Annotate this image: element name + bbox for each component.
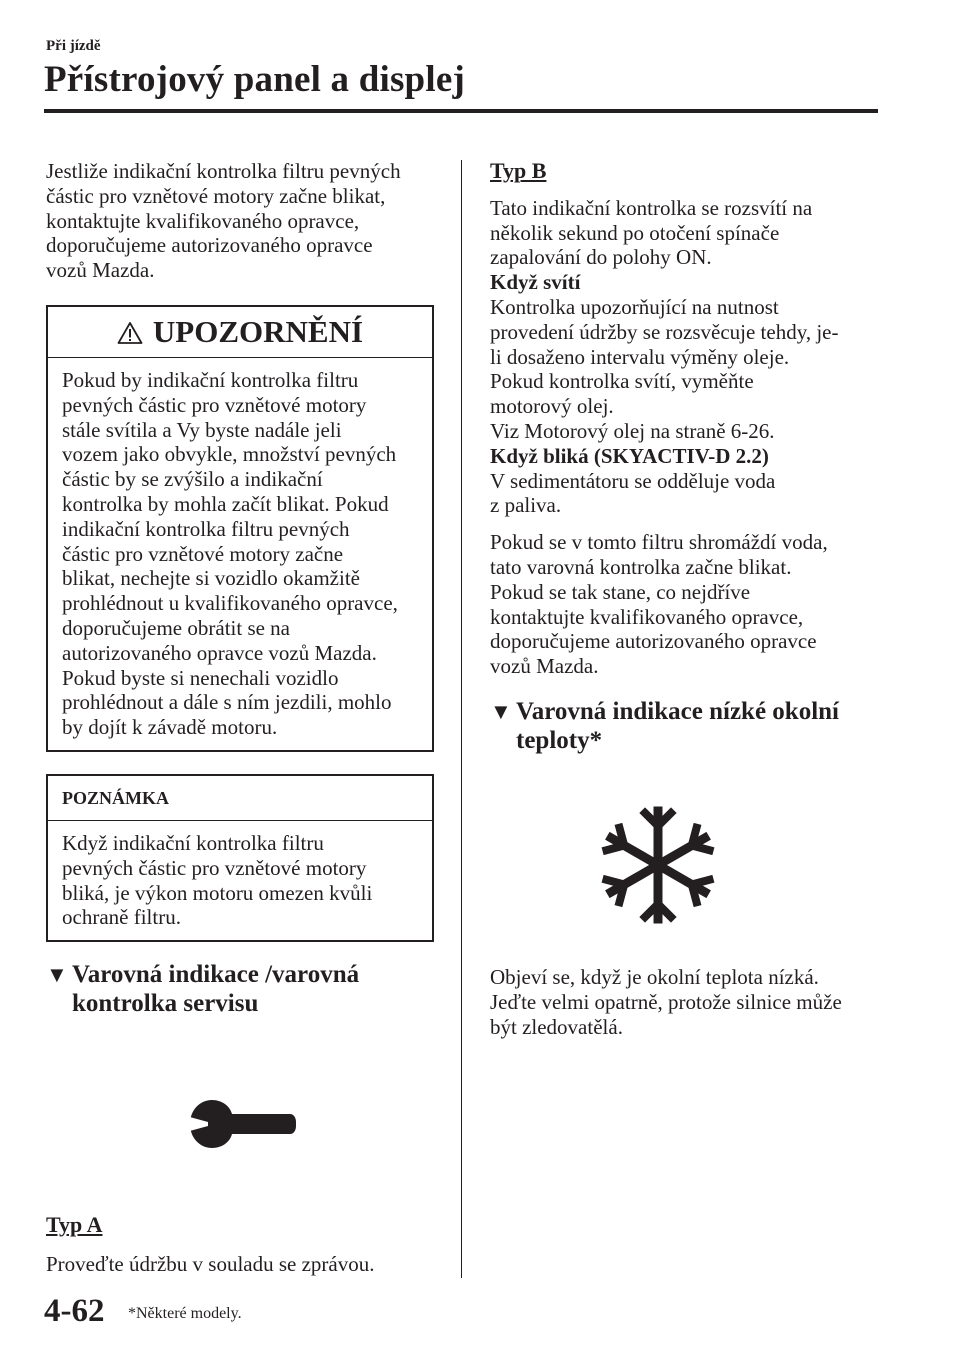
section-label: Při jízdě xyxy=(46,38,101,54)
type-a-label: Typ A xyxy=(46,1212,103,1238)
type-a-text: Proveďte údržbu v souladu se zprávou. xyxy=(46,1251,375,1276)
page-number: 4-62 xyxy=(44,1293,105,1329)
temperature-heading-text: Varovná indikace nízké okolní teploty* xyxy=(516,697,839,754)
right-column xyxy=(490,159,885,1039)
type-b-label: Typ B xyxy=(490,158,547,183)
blink-text-2: Pokud se v tomto filtru shromáždí voda, tato varovná kontrolka začne blikat. Pokud se tak stane, co nejdříve kontaktujte kvalifikovaného opravce, doporučujeme autorizovaného opravce vozů Mazda. xyxy=(490,530,828,679)
lit-heading: Když svítí xyxy=(490,270,581,295)
caution-title: UPOZORNĚNÍ xyxy=(152,313,364,349)
blink-text: V sedimentátoru se odděluje voda z paliva. xyxy=(490,468,776,518)
title-rule xyxy=(44,109,878,113)
note-body: Když indikační kontrolka filtru pevných částic pro vznětové motory bliká, je výkon motoru omezen kvůli ochraně filtru. xyxy=(62,830,373,930)
lit-text: Kontrolka upozorňující na nutnost provedení údržby se rozsvěcuje tehdy, je- li dosaženo intervalu výměny oleje. Pokud kontrolka svítí, vyměňte motorový olej. Viz Motorový olej na straně 6-26. xyxy=(490,294,839,443)
snowflake-icon xyxy=(598,805,718,925)
wrench-figure xyxy=(46,1018,434,1213)
triangle-marker: ▼ xyxy=(46,962,68,988)
caution-header xyxy=(48,307,432,358)
wrench-icon xyxy=(186,1096,298,1152)
caution-body: Pokud by indikační kontrolka filtru pevných částic pro vznětové motory stále svítila a Vy byste nadále jeli vozem jako obvykle, množství pevných částic by se zvýšilo a indikační kontrolka by mohla začít blikat. Pokud indikační kontrolka filtru pevných částic pro vznětové motory začne blikat, nechejte si vozidlo okamžitě prohlédnout u kvalifikovaného opravce, doporučujeme obrátit se na autorizovaného opravce vozů Mazda. Pokud byste si nenechali vozidlo prohlédnout a dále s ním jezdili, mohlo by dojít k závadě motoru. xyxy=(62,367,398,740)
service-heading xyxy=(46,960,434,1018)
warning-triangle-icon xyxy=(117,310,143,360)
temperature-text: Objeví se, když je okolní teplota nízká. Jeďte velmi opatrně, protože silnice může být zledovatělá. xyxy=(490,964,842,1039)
footnote: *Některé modely. xyxy=(128,1305,242,1322)
column-divider xyxy=(461,160,462,1278)
snowflake-figure xyxy=(490,755,885,965)
service-heading-text: Varovná indikace /varovná kontrolka servisu xyxy=(72,961,360,1018)
note-box xyxy=(46,774,434,942)
note-header: POZNÁMKA xyxy=(48,776,432,821)
type-b-text: Tato indikační kontrolka se rozsvítí na několik sekund po otočení spínače zapalování do polohy ON. xyxy=(490,195,813,270)
blink-heading: Když bliká (SKYACTIV-D 2.2) xyxy=(490,443,769,468)
left-column xyxy=(46,159,434,1277)
intro-paragraph: Jestliže indikační kontrolka filtru pevných částic pro vznětové motory začne blikat, kontaktujte kvalifikovaného opravce, doporučujeme autorizovaného opravce vozů Mazda. xyxy=(46,159,401,283)
temperature-heading xyxy=(490,697,885,755)
page-title: Přístrojový panel a displej xyxy=(44,59,465,100)
caution-box xyxy=(46,305,434,752)
triangle-marker: ▼ xyxy=(490,698,512,724)
